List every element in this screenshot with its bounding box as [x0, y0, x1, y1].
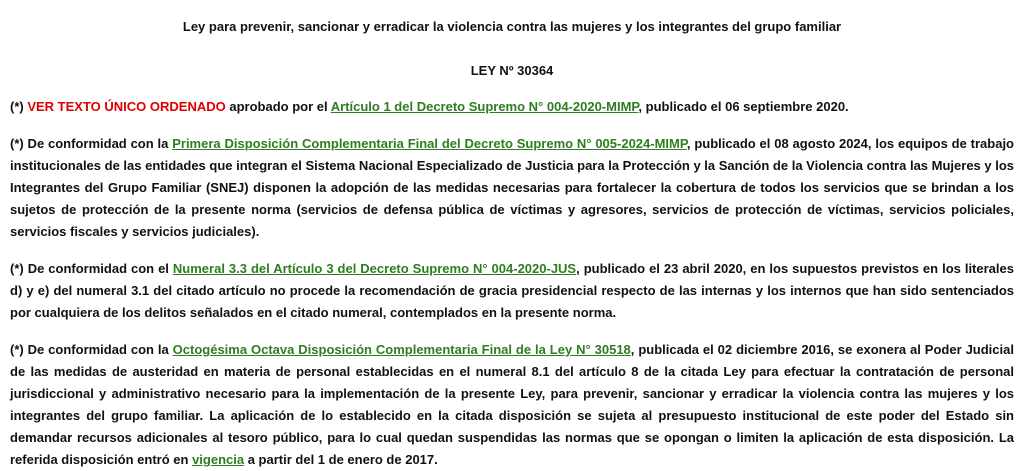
document	[0, 18, 1024, 471]
note-paragraph	[10, 258, 1014, 324]
note-text: a partir del 1 de enero de 2017.	[247, 452, 438, 467]
note-paragraph	[10, 96, 1014, 118]
note-text: (*) De conformidad con el	[10, 261, 169, 276]
decreto-supremo-005-2024-mimp-link[interactable]: Primera Disposición Complementaria Final del Decreto Supremo N° 005-2024-MIMP	[172, 136, 687, 151]
note-text: , publicada el 02 diciembre 2016, se exonera al Poder Judicial de las medidas de austeridad en materia de personal establecidas en el numeral 8.1 del artículo 8 de la citada Ley para efectuar la contratación de personal jurisdiccional y administrativo necesario para la implementación de la presente Ley, para prevenir, sancionar y erradicar la violencia contra las mujeres y los integrantes del grupo familiar. La aplicación de lo establecido en la citada disposición se sujeta al presupuesto institucional de este poder del Estado sin demandar recursos adicionales al tesoro público, para lo cual quedan suspendidas las normas que se opongan o limiten la aplicación de esta disposición. La referida disposición entró en	[10, 342, 1014, 467]
note-text: (*) De conformidad con la	[10, 136, 169, 151]
ver-texto-unico-ordenado: VER TEXTO ÚNICO ORDENADO	[27, 99, 226, 114]
note-text: , publicado el 08 agosto 2024, los equipos de trabajo institucionales de las entidades que integran el Sistema Nacional Especializado de Justicia para la Protección y la Sanción de la Violencia contra las Mujeres y los Integrantes del Grupo Familiar (SNEJ) disponen la adopción de las medidas necesarias para fortalecer la cobertura de todos los servicios que se brindan a los sujetos de protección de la presente norma (servicios de defensa pública de víctimas y agresores, servicios de protección de víctimas, servicios policiales, servicios fiscales y servicios judiciales).	[10, 136, 1015, 239]
note-paragraph	[10, 339, 1014, 471]
ley-30518-link[interactable]: Octogésima Octava Disposición Complementaria Final de la Ley N° 30518	[172, 342, 631, 357]
decreto-supremo-004-2020-mimp-link[interactable]: Artículo 1 del Decreto Supremo N° 004-2020-MIMP	[330, 99, 639, 114]
note-text: , publicado el 23 abril 2020, en los supuestos previstos en los literales d) y e) del numeral 3.1 del citado artículo no procede la recomendación de gracia presidencial respecto de las internas y los internos que han sido sentenciados por cualquiera de los delitos señalados en el citado numeral, contemplados en la presente norma.	[10, 261, 1014, 320]
note-paragraph	[10, 133, 1014, 243]
law-number: LEY Nº 30364	[470, 63, 554, 78]
decreto-supremo-004-2020-jus-link[interactable]: Numeral 3.3 del Artículo 3 del Decreto Supremo N° 004-2020-JUS	[172, 261, 577, 276]
vigencia-link[interactable]: vigencia	[192, 452, 245, 467]
note-text: (*) De conformidad con la	[10, 342, 169, 357]
note-prefix: (*)	[10, 99, 24, 114]
note-text: , publicado el 06 septiembre 2020.	[638, 99, 849, 114]
note-text: aprobado por el	[229, 99, 328, 114]
page-title: Ley para prevenir, sancionar y erradicar la violencia contra las mujeres y los integrantes del grupo familiar	[182, 19, 842, 34]
